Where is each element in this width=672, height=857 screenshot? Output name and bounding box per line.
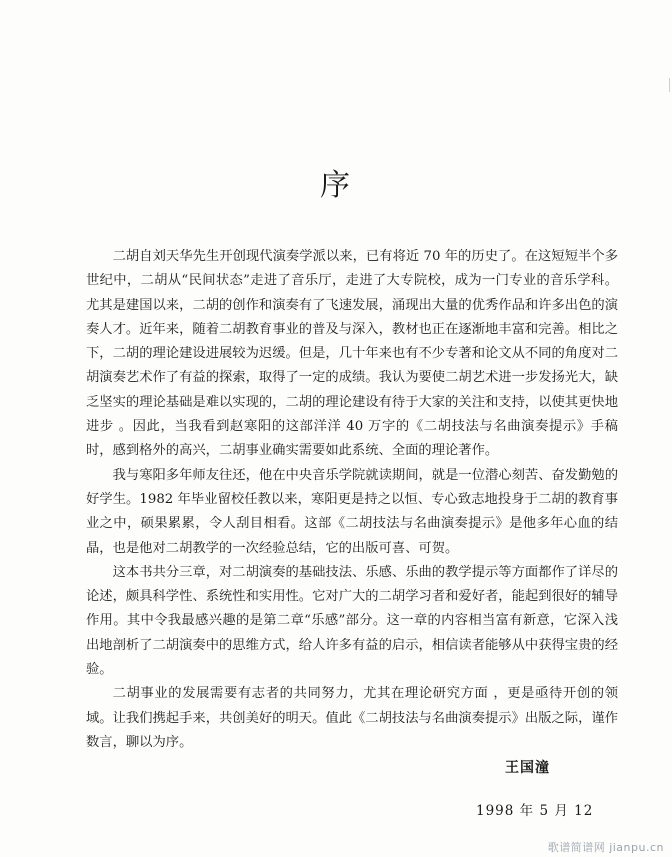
paragraph-4: 二胡事业的发展需要有志者的共同努力，尤其在理论研究方面 ，更是亟待开创的领域。让我们携起手来，共创美好的明天。值此《二胡技法与名曲演奏提示》出版之际，谨作数言，聊以为序。 xyxy=(86,686,618,750)
paragraph-2: 我与寒阳多年师友往还，他在中央音乐学院就读期间，就是一位潜心刻苦、奋发勤勉的好学生。1982 年毕业留校任教以来，寒阳更是持之以恒、专心致志地投身于二胡的教育事业之中，硕果累累，令人刮目相看。这部《二胡技法与名曲演奏提示》是他多年心血的结晶，也是他对二胡教学的一次经验总结，它的出版可喜、可贺。 xyxy=(86,467,618,556)
preface-title: 序 xyxy=(320,168,352,203)
scan-edge-mark xyxy=(669,78,670,92)
author-signature: 王国潼 xyxy=(505,760,550,776)
site-watermark: 歌谱简谱网 jianpu.cn xyxy=(547,841,664,854)
paragraph-1: 二胡自刘天华先生开创现代演奏学派以来，已有将近 70 年的历史了。在这短短半个多世纪中，二胡从“民间状态”走进了音乐厅，走进了大专院校，成为一门专业的音乐学科。尤其是建国以来，二胡的创作和演奏有了飞速发展，涌现出大量的优秀作品和许多出色的演奏人才。近年来，随着二胡教育事业的普及与深入，教材也正在逐渐地丰富和完善。相比之下，二胡的理论建设进展较为迟缓。但是，几十年来也有不少专著和论文从不同的角度对二胡演奏艺术作了有益的探索，取得了一定的成绩。我认为要使二胡艺术进一步发扬光大，缺乏坚实的理论基础是难以实现的，二胡的理论建设有待于大家的关注和支持，以使其更快地进步 。因此，当我看到赵寒阳的这部洋洋 40 万字的《二胡技法与名曲演奏提示》手稿时，感到格外的高兴，二胡事业确实需要如此系统、全面的理论著作。 xyxy=(86,249,618,459)
signature-date: 1998 年 5 月 12 xyxy=(476,803,594,819)
paragraph-3: 这本书共分三章，对二胡演奏的基础技法、乐感、乐曲的教学提示等方面都作了详尽的论述，颇具科学性、系统性和实用性。它对广大的二胡学习者和爱好者，能起到很好的辅导作用。其中令我最感兴趣的是第二章“乐感”部分。这一章的内容相当富有新意，它深入浅出地剖析了二胡演奏中的思维方式，给人许多有益的启示，相信读者能够从中获得宝贵的经验。 xyxy=(86,564,618,678)
preface-body xyxy=(86,245,618,755)
